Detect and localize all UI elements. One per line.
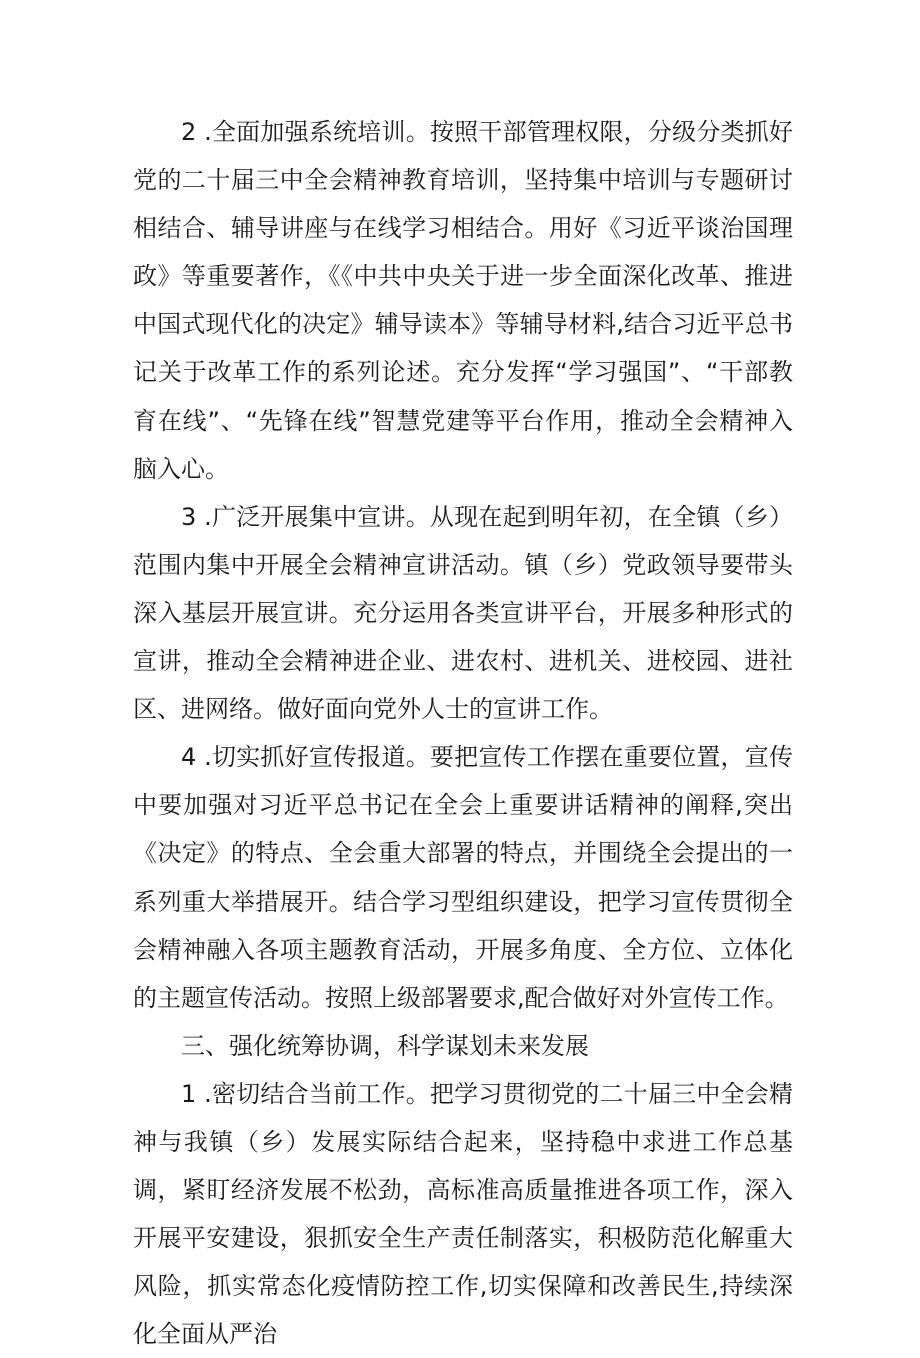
paragraph-current-work: 1 .密切结合当前工作。把学习贯彻党的二十届三中全会精神与我镇（乡）发展实际结合起来，坚持稳中求进工作总基调，紧盯经济发展不松劲，高标准高质量推进各项工作，深入开展平安建设，狠抓安全生产责任制落实，积极防范化解重大风险，抓实常态化疫情防控工作,切实保障和改善民生,持续深化全面从严治 <box>133 1079 793 1349</box>
paragraph-media-coverage: 4 .切实抓好宣传报道。要把宣传工作摆在重要位置，宣传中要加强对习近平总书记在全会上重要讲话精神的阐释,突出《决定》的特点、全会重大部署的特点，并围绕全会提出的一系列重大举措展开。结合学习型组织建设，把学习宣传贯彻全会精神融入各项主题教育活动，开展多角度、全方位、立体化的主题宣传活动。按照上级部署要求,配合做好对外宣传工作。 <box>133 743 793 1012</box>
paragraph-training: 2 .全面加强系统培训。按照干部管理权限，分级分类抓好党的二十届三中全会精神教育培训，坚持集中培训与专题研讨相结合、辅导讲座与在线学习相结合。用好《习近平谈治国理政》等重要著作，《《中共中央关于进一步全面深化改革、推进中国式现代化的决定》辅导读本》等辅导材料,结合习近平总书记关于改革工作的系列论述。充分发挥“学习强国”、“干部教育在线”、“先锋在线”智慧党建等平台作用，推动全会精神入脑入心。 <box>133 118 793 483</box>
paragraph-publicity-lectures: 3 .广泛开展集中宣讲。从现在起到明年初，在全镇（乡）范围内集中开展全会精神宣讲活动。镇（乡）党政领导要带头深入基层开展宣讲。充分运用各类宣讲平台，开展多种形式的宣讲，推动全会精神进企业、进农村、进机关、进校园、进社区、进网络。做好面向党外人士的宣讲工作。 <box>133 502 793 724</box>
document-body <box>133 108 793 1358</box>
section-heading-three: 三、强化统筹协调，科学谋划未来发展 <box>181 1031 589 1060</box>
